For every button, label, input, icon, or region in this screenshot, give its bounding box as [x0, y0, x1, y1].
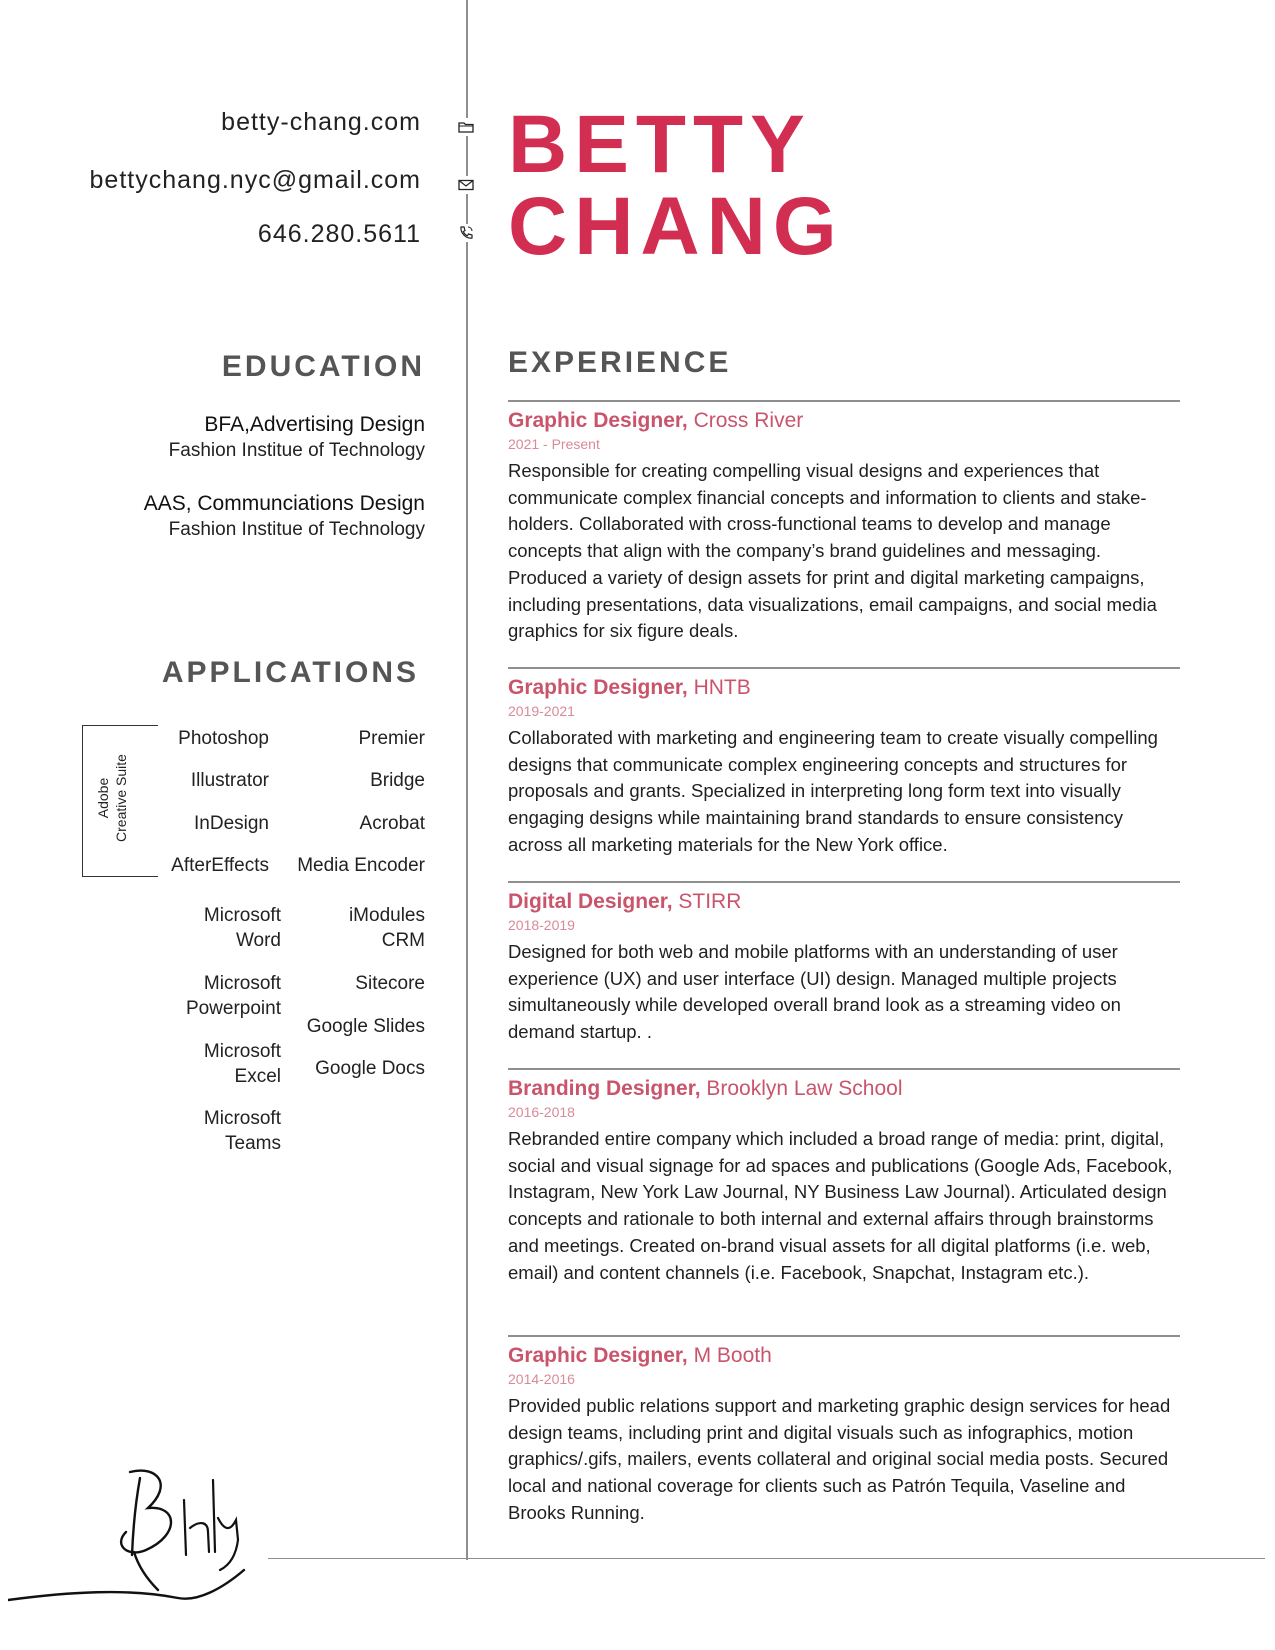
app-aftereffects: AfterEffects	[171, 855, 269, 876]
job-divider	[508, 881, 1180, 883]
job-dates: 2019-2021	[508, 703, 575, 719]
education-heading: EDUCATION	[221, 350, 425, 383]
job-description: Responsible for creating compelling visual designs and experiences that communicate complex financial concepts and information to clients and stake-holders. Collaborated with cross-functional teams to develop and manage concepts that align with the company’s brand guidelines and messaging. Produced a variety of design assets for print and digital marketing campaigns, including presentations, data visualizations, email campaigns, and social media graphics for six figure deals.	[508, 460, 1157, 642]
app-microsoft-word	[204, 903, 281, 953]
job-entry	[508, 1335, 1180, 1527]
job-role: Graphic Designer,	[508, 676, 688, 699]
app-line: Microsoft	[203, 973, 281, 994]
job-divider	[508, 1335, 1180, 1337]
phone-icon	[457, 224, 475, 242]
app-line: Word	[235, 930, 281, 951]
contact-website[interactable]: betty-chang.com	[221, 108, 421, 136]
contact-phone[interactable]: 646.280.5611	[257, 220, 421, 248]
job-title	[508, 1076, 1180, 1102]
app-microsoft-teams	[204, 1106, 281, 1156]
app-microsoft-excel	[204, 1039, 281, 1089]
job-description: Designed for both web and mobile platforms with an understanding of user experience (UX) and user interface (UI) design. Managed multiple projects simultaneously while developed overall brand look as a streaming video on demand startup. .	[508, 941, 1121, 1043]
contact-email[interactable]: bettychang.nyc@gmail.com	[89, 166, 421, 194]
app-photoshop: Photoshop	[178, 728, 269, 749]
mail-icon	[457, 176, 475, 194]
experience-heading: EXPERIENCE	[508, 346, 732, 379]
job-entry	[508, 400, 1180, 645]
app-sitecore: Sitecore	[355, 973, 425, 994]
app-line: Excel	[234, 1066, 281, 1087]
app-google-slides: Google Slides	[306, 1016, 425, 1037]
app-line: Microsoft	[203, 1041, 281, 1062]
education-degree: BFA,Advertising Design	[204, 413, 425, 436]
job-entry	[508, 881, 1180, 1046]
job-entry	[508, 1068, 1180, 1286]
job-company: Cross River	[687, 409, 804, 432]
job-company: HNTB	[687, 676, 751, 699]
job-title	[508, 889, 1180, 915]
applications-heading: APPLICATIONS	[161, 656, 419, 689]
app-line: Powerpoint	[185, 998, 281, 1019]
job-description: Provided public relations support and marketing graphic design services for head design teams, including print and digital visuals such as infographics, motion graphics/.gifs, mailers, events collateral and original social media posts. Secured local and national coverage for clients such as Patrón Tequila, Vaseline and Brooks Running.	[508, 1395, 1171, 1523]
suite-bracket	[82, 876, 158, 877]
education-degree: AAS, Communciations Design	[143, 492, 425, 515]
bottom-rule	[268, 1558, 1265, 1559]
education-item	[169, 412, 425, 464]
job-title	[508, 408, 1180, 434]
job-company: M Booth	[687, 1344, 772, 1367]
app-indesign: InDesign	[194, 813, 269, 834]
app-line: Microsoft	[203, 905, 281, 926]
job-dates: 2016-2018	[508, 1104, 575, 1120]
job-dates: 2014-2016	[508, 1371, 575, 1387]
suite-label	[94, 748, 130, 848]
app-illustrator: Illustrator	[190, 770, 269, 791]
job-entry	[508, 667, 1180, 859]
suite-bracket	[82, 725, 83, 877]
job-role: Graphic Designer,	[508, 409, 688, 432]
job-divider	[508, 1068, 1180, 1070]
app-line: Microsoft	[203, 1108, 281, 1129]
name-last: CHANG	[508, 181, 844, 272]
job-dates: 2018-2019	[508, 917, 575, 933]
education-item	[144, 491, 425, 543]
job-role: Branding Designer,	[508, 1077, 701, 1100]
education-school: Fashion Institue of Technology	[168, 519, 425, 540]
job-title	[508, 1343, 1180, 1369]
app-line: CRM	[381, 930, 425, 951]
job-dates: 2021 - Present	[508, 436, 600, 452]
job-description: Rebranded entire company which included a broad range of media: print, digital, social and visual signage for ad spaces and publications (Google Ads, Facebook, Instagram, New York Law Journal, NY Business Law Journal). Articulated design concepts and rationale to both internal and external affairs through brainstorms and meetings. Created on-brand visual assets for all digital platforms (i.e. web, email) and content channels (i.e. Facebook, Snapchat, Instagram etc.).	[508, 1128, 1173, 1283]
app-google-docs: Google Docs	[315, 1058, 425, 1079]
job-description: Collaborated with marketing and engineering team to create visually compelling designs that communicate complex engineering concepts and structures for proposals and grants. Specialized in interpreting long form text into visually engaging designs while maintaining brand standards to ensure consistency across all marketing materials for the New York office.	[508, 727, 1158, 855]
education-school: Fashion Institue of Technology	[168, 440, 425, 461]
app-acrobat: Acrobat	[359, 813, 425, 834]
app-line: Teams	[225, 1133, 281, 1154]
folder-icon	[457, 118, 475, 136]
job-company: Brooklyn Law School	[700, 1077, 903, 1100]
job-divider	[508, 667, 1180, 669]
name-first: BETTY	[508, 99, 812, 190]
app-line: iModules	[348, 905, 425, 926]
job-role: Graphic Designer,	[508, 1344, 688, 1367]
app-media-encoder: Media Encoder	[297, 855, 425, 876]
app-bridge: Bridge	[370, 770, 425, 791]
job-role: Digital Designer,	[508, 890, 673, 913]
suite-label-line1: Adobe	[95, 777, 111, 819]
suite-label-line2: Creative Suite	[113, 754, 129, 842]
app-microsoft-powerpoint	[186, 971, 281, 1021]
app-imodules-crm	[349, 903, 425, 953]
signature-icon	[8, 1460, 248, 1610]
job-title	[508, 675, 1180, 701]
job-company: STIRR	[672, 890, 742, 913]
app-premier: Premier	[358, 728, 425, 749]
job-divider	[508, 400, 1180, 402]
suite-bracket	[82, 725, 158, 726]
